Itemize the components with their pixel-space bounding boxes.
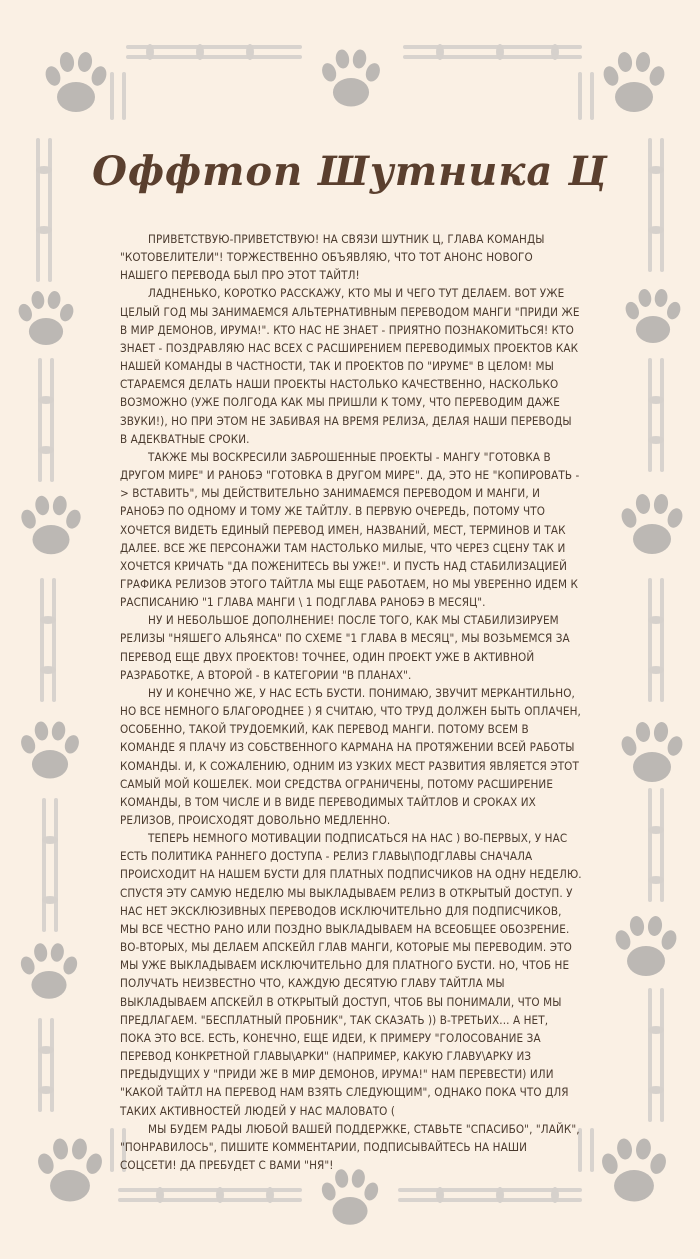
paw-print-icon [12, 486, 90, 564]
paw-print-icon [313, 40, 389, 116]
paragraph: ТАКЖЕ МЫ ВОСКРЕСИЛИ ЗАБРОШЕННЫЕ ПРОЕКТЫ - МАНГУ "ГОТОВКА В ДРУГОМ МИРЕ" И РАНОБЭ "ГОТОВКА В ДРУГОМ МИРЕ". ДА, ЭТО НЕ "КОПИРОВАТЬ -> ВСТАВИТЬ", МЫ ДЕЙСТВИТЕЛЬНО ЗАНИМАЕМСЯ ПЕРЕВОДОМ И МАНГИ, И РАНОБЭ ПО ОДНОМУ И ТОМУ ЖЕ ТАЙТЛУ. В ПЕРВУЮ ОЧЕРЕДЬ, ПОТОМУ ЧТО ХОЧЕТСЯ ВИДЕТЬ ЕДИНЫЙ ПЕРЕВОД ИМЕН, НАЗВАНИЙ, МЕСТ, ТЕРМИНОВ И ТАК ДАЛЕЕ. ВСЕ ЖЕ ПЕРСОНАЖИ ТАМ НАСТОЛЬКО МИЛЫЕ, ЧТО ЧЕРЕЗ СЦЕНУ ТАК И ХОЧЕТСЯ КРИЧАТЬ "ДА ПОЖЕНИТЕСЬ ВЫ УЖЕ!". И ПУСТЬ НАД СТАБИЛИЗАЦИЕЙ ГРАФИКА РЕЛИЗОВ ЭТОГО ТАЙТЛА МЫ ЕЩЕ РАБОТАЕМ, НО МЫ УВЕРЕННО ИДЕМ К РАСПИСАНИЮ "1 ГЛАВА МАНГИ \ 1 ПОДГЛАВА РАНОБЭ В МЕСЯЦ". [120, 449, 580, 610]
paw-print-icon [28, 1128, 112, 1212]
paragraph: НУ И НЕБОЛЬШОЕ ДОПОЛНЕНИЕ! ПОСЛЕ ТОГО, КАК МЫ СТАБИЛИЗИРУЕМ РЕЛИЗЫ "НЯШЕГО АЛЬЯНСА" ПО СХЕМЕ "1 ГЛАВА В МЕСЯЦ", МЫ ВОЗЬМЕМСЯ ЗА ПЕРЕВОД ЕЩЕ ДВУХ ПРОЕКТОВ! ТОЧНЕЕ, ОДИН ПРОЕКТ УЖЕ В АКТИВНОЙ РАЗРАБОТКЕ, А ВТОРОЙ - В КАТЕГОРИИ "В ПЛАНАХ". [120, 613, 570, 682]
paw-print-icon [612, 484, 692, 564]
paw-print-icon [594, 42, 674, 122]
paw-print-icon [612, 712, 692, 792]
paragraph: ТЕПЕРЬ НЕМНОГО МОТИВАЦИИ ПОДПИСАТЬСЯ НА НАС ) ВО-ПЕРВЫХ, У НАС ЕСТЬ ПОЛИТИКА РАННЕГО ДОСТУПА - РЕЛИЗ ГЛАВЫ\ПОДГЛАВЫ СНАЧАЛА ПРОИСХОДИТ НА НАШЕМ БУСТИ ДЛЯ ПЛАТНЫХ ПОДПИСЧИКОВ НА ОДНУ НЕДЕЛЮ. СПУСТЯ ЭТУ САМУЮ НЕДЕЛЮ МЫ ВЫКЛАДЫВАЕМ РЕЛИЗ В ОТКРЫТЫЙ ДОСТУП. У НАС НЕТ ЭКСКЛЮЗИВНЫХ ПЕРЕВОДОВ ИСКЛЮЧИТЕЛЬНО ДЛЯ ПОДПИСЧИКОВ, МЫ ВСЕ ЧЕСТНО РАНО ИЛИ ПОЗДНО ВЫКЛАДЫВАЕМ НА ВСЕОБЩЕЕ ОБОЗРЕНИЕ. ВО-ВТОРЫХ, МЫ ДЕЛАЕМ АПСКЕЙЛ ГЛАВ МАНГИ, КОТОРЫЕ МЫ ПЕРЕВОДИМ. ЭТО МЫ УЖЕ ВЫКЛАДЫВАЕМ ИСКЛЮЧИТЕЛЬНО ДЛЯ ПЛАТНОГО БУСТИ. НО, ЧТОБ НЕ ПОЛУЧАТЬ НЕИЗВЕСТНО ЧТО, КАЖДУЮ ДЕСЯТУЮ ГЛАВУ ТАЙТЛА МЫ ВЫКЛАДЫВАЕМ АПСКЕЙЛ В ОТКРЫТЫЙ ДОСТУП, ЧТОБ ВЫ ПОНИМАЛИ, ЧТО МЫ ПРЕДЛАГАЕМ. "БЕСПЛАТНЫЙ ПРОБНИК", ТАК СКАЗАТЬ )) В-ТРЕТЬИХ... А НЕТ, ПОКА ЭТО ВСЕ. ЕСТЬ, КОНЕЧНО, ЕЩЕ ИДЕИ, К ПРИМЕРУ "ГОЛОСОВАНИЕ ЗА ПЕРЕВОД КОНКРЕТНОЙ ГЛАВЫ\АРКИ" (НАПРИМЕР, КАКУЮ ГЛАВУ\АРКУ ИЗ ПРЕДЫДУЩИХ У "ПРИДИ ЖЕ В МИР ДЕМОНОВ, ИРУМА!" НАМ ПЕРЕВЕСТИ) ИЛИ "КАКОЙ ТАЙТЛ НА ПЕРЕВОД НАМ ВЗЯТЬ СЛЕДУЮЩИМ", ОДНАКО ПОКА ЧТО ДЛЯ ТАКИХ АКТИВНОСТЕЙ ЛЮДЕЙ У НАС МАЛОВАТО ( [120, 831, 582, 1118]
paw-print-icon [592, 1128, 676, 1212]
article-body [120, 230, 582, 1174]
paragraph: МЫ БУДЕМ РАДЫ ЛЮБОЙ ВАШЕЙ ПОДДЕРЖКЕ, СТАВЬТЕ "СПАСИБО", "ЛАЙК", "ПОНРАВИЛОСЬ", ПИШИТЕ КОММЕНТАРИИ, ПОДПИСЫВАЙТЕСЬ НА НАШИ СОЦСЕТИ! ДА ПРЕБУДЕТ С ВАМИ "НЯ"! [120, 1121, 580, 1172]
paw-print-icon [12, 712, 88, 788]
paw-print-icon [10, 282, 82, 354]
paw-print-icon [36, 42, 116, 122]
page-title: Оффтоп Шутника Ц [92, 148, 608, 195]
paragraph: ЛАДНЕНЬКО, КОРОТКО РАССКАЖУ, КТО МЫ И ЧЕГО ТУТ ДЕЛАЕМ. ВОТ УЖЕ ЦЕЛЫЙ ГОД МЫ ЗАНИМАЕМСЯ АЛЬТЕРНАТИВНЫМ ПЕРЕВОДОМ МАНГИ "ПРИДИ ЖЕ В МИР ДЕМОНОВ, ИРУМА!". КТО НАС НЕ ЗНАЕТ - ПРИЯТНО ПОЗНАКОМИТЬСЯ! КТО ЗНАЕТ - ПОЗДРАВЛЯЮ НАС ВСЕХ С РАСШИРЕНИЕМ ПЕРЕВОДИМЫХ ПРОЕКТОВ КАК НАШЕЙ КОМАНДЫ В ЧАСТНОСТИ, ТАК И ПРОЕКТОВ ПО "ИРУМЕ" В ЦЕЛОМ! МЫ СТАРАЕМСЯ ДЕЛАТЬ НАШИ ПРОЕКТЫ НАСТОЛЬКО КАЧЕСТВЕННО, НАСКОЛЬКО ВОЗМОЖНО (УЖЕ ПОЛГОДА КАК МЫ ПРИШЛИ К ТОМУ, ЧТО ПЕРЕВОДИМ ДАЖЕ ЗВУКИ!), НО ПРИ ЭТОМ НЕ ЗАБИВАЯ НА ВРЕМЯ РЕЛИЗА, ДЕЛАЯ НАШИ ПЕРЕВОДЫ В АДЕКВАТНЫЕ СРОКИ. [120, 286, 580, 446]
paragraph: НУ И КОНЕЧНО ЖЕ, У НАС ЕСТЬ БУСТИ. ПОНИМАЮ, ЗВУЧИТ МЕРКАНТИЛЬНО, НО ВСЕ НЕМНОГО БЛАГОРОДНЕЕ ) Я СЧИТАЮ, ЧТО ТРУД ДОЛЖЕН БЫТЬ ОПЛАЧЕН, ОСОБЕННО, ТАКОЙ ТРУДОЕМКИЙ, КАК ПЕРЕВОД МАНГИ. ПОТОМУ ВСЕМ В КОМАНДЕ Я ПЛАЧУ ИЗ СОБСТВЕННОГО КАРМАНА НА ПРОТЯЖЕНИИ ВСЕЙ РАБОТЫ КОМАНДЫ. И, К СОЖАЛЕНИЮ, ОДНИМ ИЗ УЗКИХ МЕСТ РАЗВИТИЯ ЯВЛЯЕТСЯ ЭТОТ САМЫЙ МОЙ КОШЕЛЕК. МОИ СРЕДСТВА ОГРАНИЧЕНЫ, ПОТОМУ РАСШИРЕНИЕ КОМАНДЫ, В ТОМ ЧИСЛЕ И В ВИДЕ ПЕРЕВОДИМЫХ ТАЙТЛОВ И СРОКАХ ИХ РЕЛИЗОВ, ПРОИСХОДЯТ ДОВОЛЬНО МЕДЛЕННО. [120, 685, 581, 827]
paw-print-icon [617, 280, 689, 352]
paw-print-icon [606, 906, 686, 986]
paragraph: ПРИВЕТСТВУЮ-ПРИВЕТСТВУЮ! НА СВЯЗИ ШУТНИК Ц, ГЛАВА КОМАНДЫ "КОТОВЕЛИТЕЛИ"! ТОРЖЕСТВЕННО ОБЪЯВЛЯЮ, ЧТО ТОТ АНОНС НОВОГО НАШЕГО ПЕРЕВОДА БЫЛ ПРО ЭТОТ ТАЙТЛ! [120, 232, 545, 283]
paw-print-icon [12, 934, 86, 1008]
